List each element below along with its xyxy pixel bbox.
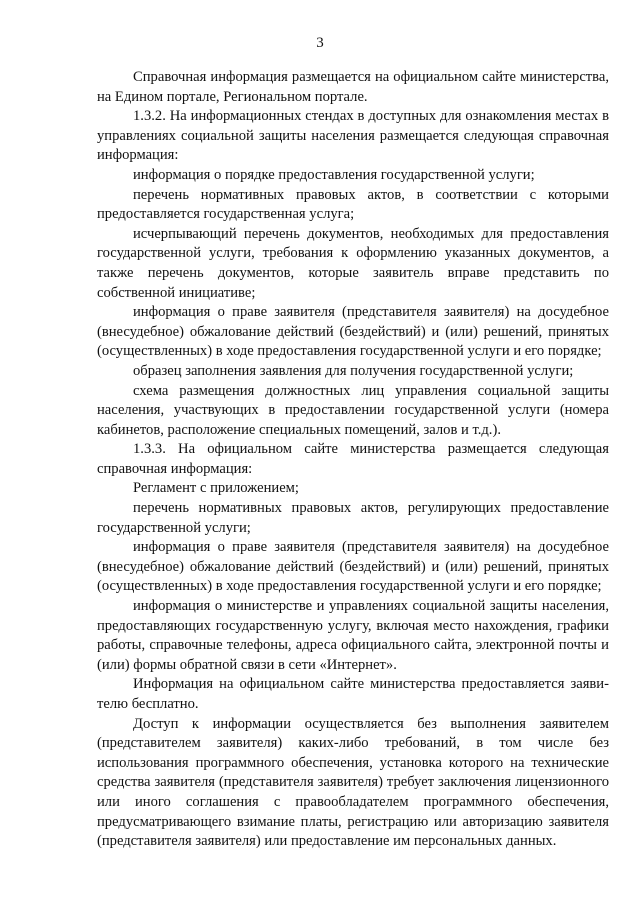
- paragraph-procedure-info: информация о порядке предоставления государственной услуги;: [133, 166, 535, 183]
- paragraph-appeal-rights-site: информация о праве заявителя (представителя заявителя) на досудебное (внесудебное) обжалование действий (бездействий) и (или) решений, принятых (осуществленных) в ходе предоставления государственной услуги и его порядке;: [97, 539, 609, 595]
- paragraph-ministry-info: информация о министерстве и управлениях социальной защиты населения, предоставляющих государственную услугу, включая место нахождения, графики работы, справочные телефоны, адреса официального сайта, электронной почты и (или) формы обратной связи в сети «Интернет».: [97, 598, 609, 673]
- paragraph-free-info: Информация на официальном сайте министерства предоставляется заявителю бесплатно.: [97, 676, 609, 712]
- paragraph-regulating-acts: перечень нормативных правовых актов, регулирующих предоставление государственной услуги;: [97, 500, 609, 536]
- paragraph-appeal-rights: информация о праве заявителя (представителя заявителя) на досудебное (внесудебное) обжалование действий (бездействий) и (или) решений, принятых (осуществленных) в ходе предоставления государственной услуги и его порядке;: [97, 304, 609, 360]
- paragraph-documents-list: исчерпывающий перечень документов, необходимых для предоставления государственной услуги, требования к оформлению указанных документов, а также перечень документов, которые заявитель вправе представить по собственной инициативе;: [97, 225, 609, 301]
- paragraph-regulation: Регламент с приложением;: [133, 480, 299, 497]
- document-body: [97, 68, 609, 852]
- paragraph-legal-acts-list: перечень нормативных правовых актов, в соответствии с которыми предоставляется государственная услуга;: [97, 186, 609, 223]
- paragraph-staff-layout: схема размещения должностных лиц управления социальной защиты населения, участвующих в предоставлении государственной услуги (номера кабинетов, расположение специальных помещений, залов и т.д.).: [97, 382, 609, 438]
- paragraph-1-3-2: 1.3.2. На информационных стендах в доступных для ознакомления местах в управлениях социальной защиты населения размещается следующая справочная информация:: [97, 108, 609, 164]
- paragraph-1-3-3: 1.3.3. На официальном сайте министерства размещается следующая справочная информация:: [97, 441, 609, 477]
- page-number: 3: [316, 35, 324, 51]
- paragraph-reference-info: Справочная информация размещается на официальном сайте министерства, на Едином портале, Региональном портале.: [97, 69, 609, 105]
- paragraph-access-conditions: Доступ к информации осуществляется без выполнения заявителем (представителем заявителя) каких-либо требований, в том числе без использования программного обеспечения, установка которого на технические средства заявителя (представителя заявителя) требует заключения лицензионного или иного соглашения с правообладателем программного обеспечения, предусматривающего взимание платы, регистрацию или авторизацию заявителя (представителя заявителя) или предоставление им персональных данных.: [97, 715, 609, 850]
- paragraph-application-sample: образец заполнения заявления для получения государственной услуги;: [133, 362, 574, 379]
